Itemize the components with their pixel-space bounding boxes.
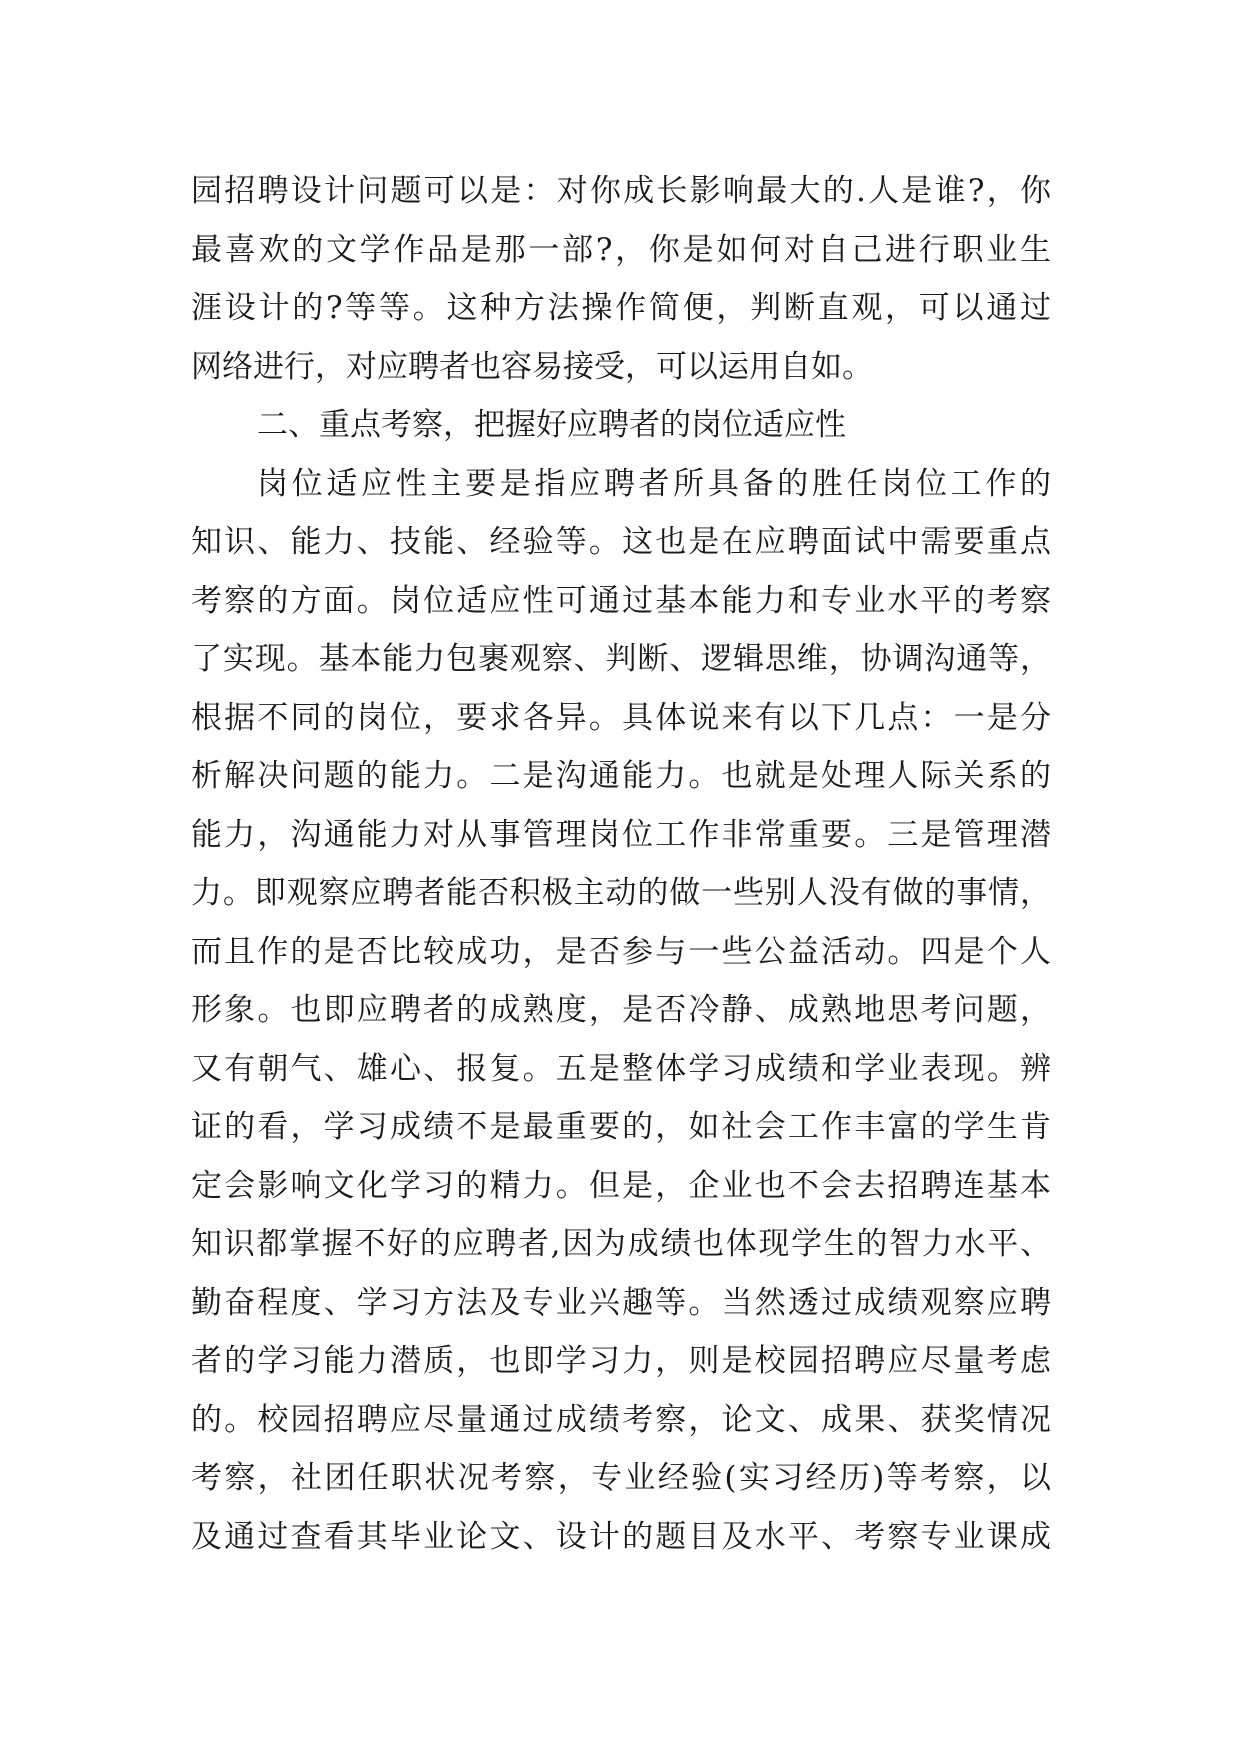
text-line: 知识、能力、技能、经验等。这也是在应聘面试中需要重点 — [191, 524, 1051, 560]
text-line: 知识都掌握不好的应聘者,因为成绩也体现学生的智力水平、 — [191, 1226, 1051, 1262]
text-line: 者的学习能力潜质，也即学习力，则是校园招聘应尽量考虑 — [191, 1343, 1051, 1379]
text-line: 涯设计的?等等。这种方法操作简便，判断直观，可以通过 — [191, 290, 1051, 326]
text-line: 园招聘设计问题可以是：对你成长影响最大的.人是谁?，你 — [191, 173, 1051, 209]
text-line: 定会影响文化学习的精力。但是，企业也不会去招聘连基本 — [191, 1167, 1051, 1204]
text-line: 考察的方面。岗位适应性可通过基本能力和专业水平的考察 — [191, 582, 1051, 619]
text-line: 了实现。基本能力包裹观察、判断、逻辑思维，协调沟通等， — [191, 641, 1051, 677]
text-line: 能力，沟通能力对从事管理岗位工作非常重要。三是管理潜 — [191, 816, 1051, 853]
text-line: 考察，社团任职状况考察，专业经验(实习经历)等考察，以 — [191, 1460, 1051, 1496]
text-line: 的。校园招聘应尽量通过成绩考察，论文、成果、获奖情况 — [191, 1401, 1051, 1438]
body-text — [191, 162, 1051, 1566]
text-line: 网络进行，对应聘者也容易接受，可以运用自如。 — [191, 348, 873, 385]
text-line: 勤奋程度、学习方法及专业兴趣等。当然透过成绩观察应聘 — [191, 1284, 1051, 1321]
text-line: 及通过查看其毕业论文、设计的题目及水平、考察专业课成 — [191, 1518, 1051, 1555]
text-line: 力。即观察应聘者能否积极主动的做一些别人没有做的事情， — [191, 875, 1051, 911]
text-line: 最喜欢的文学作品是那一部?，你是如何对自己进行职业生 — [191, 231, 1051, 268]
text-line: 而且作的是否比较成功，是否参与一些公益活动。四是个人 — [191, 933, 1051, 970]
section-heading: 二、重点考察，把握好应聘者的岗位适应性 — [257, 407, 846, 443]
text-line: 析解决问题的能力。二是沟通能力。也就是处理人际关系的 — [191, 758, 1051, 794]
text-line: 证的看，学习成绩不是最重要的，如社会工作丰富的学生肯 — [191, 1109, 1051, 1145]
text-line: 又有朝气、雄心、报复。五是整体学习成绩和学业表现。辨 — [191, 1050, 1051, 1087]
text-line: 根据不同的岗位，要求各异。具体说来有以下几点：一是分 — [191, 699, 1051, 736]
text-line: 岗位适应性主要是指应聘者所具备的胜任岗位工作的 — [257, 465, 1051, 502]
text-line: 形象。也即应聘者的成熟度，是否冷静、成熟地思考问题， — [191, 992, 1051, 1028]
